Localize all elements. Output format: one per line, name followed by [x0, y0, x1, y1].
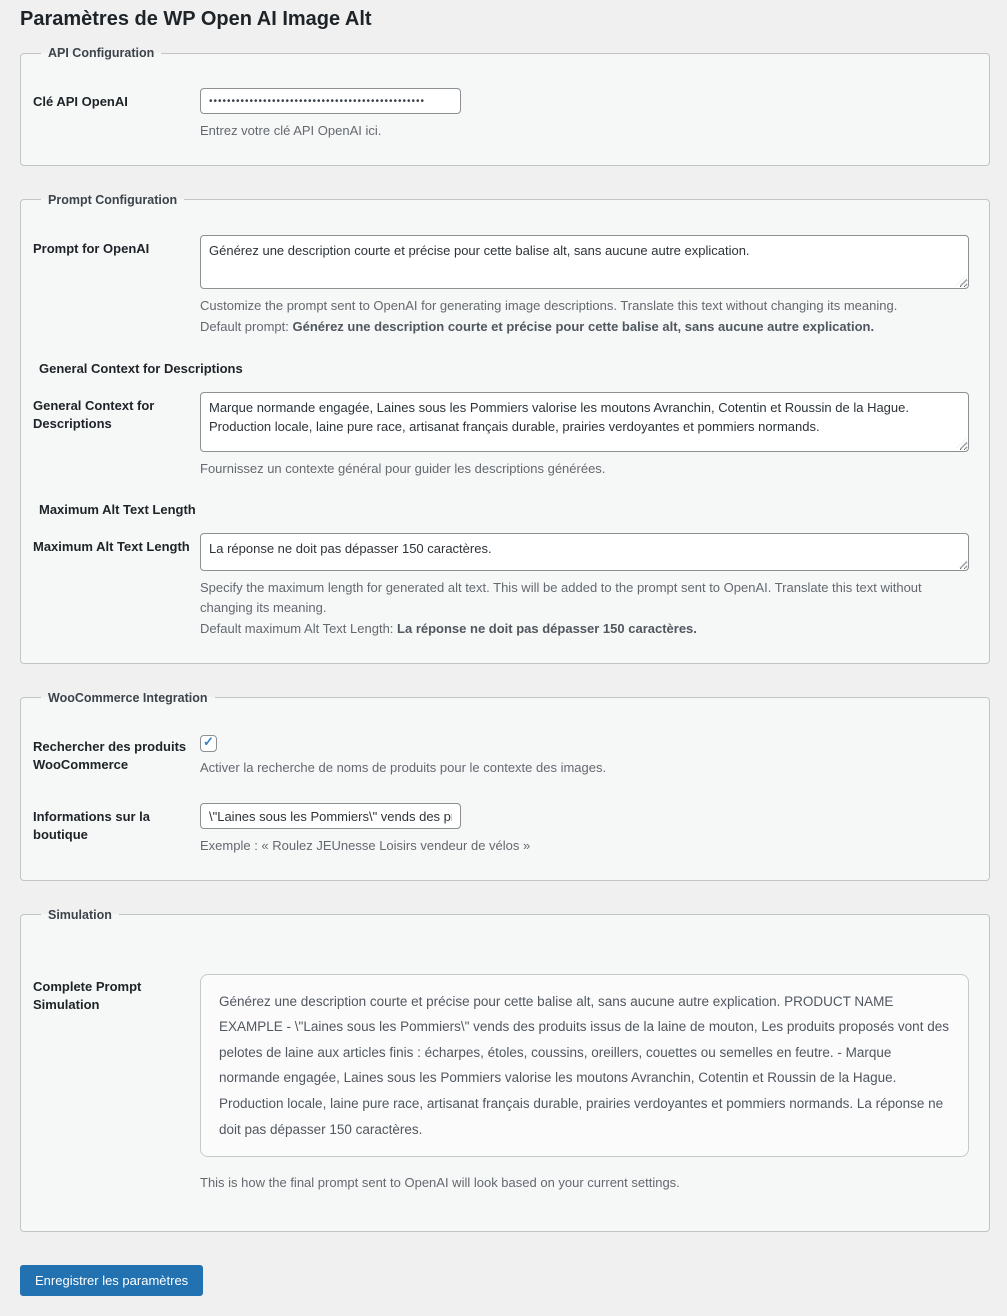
- prompt-default-value: Générez une description courte et précise pour cette balise alt, sans aucune autre explication.: [292, 319, 875, 334]
- prompt-textarea[interactable]: [200, 235, 969, 289]
- search-products-help: Activer la recherche de noms de produits pour le contexte des images.: [200, 759, 607, 775]
- search-products-checkbox[interactable]: [200, 735, 217, 752]
- api-key-help: Entrez votre clé API OpenAI ici.: [200, 123, 382, 138]
- context-help: Fournissez un contexte général pour guider les descriptions générées.: [200, 460, 606, 476]
- save-settings-button[interactable]: Enregistrer les paramètres: [20, 1265, 203, 1296]
- api-configuration-legend: API Configuration: [48, 46, 155, 60]
- woocommerce-integration-section: [20, 691, 990, 881]
- shop-info-input[interactable]: [200, 803, 461, 829]
- context-label: General Context for Descriptions: [33, 397, 155, 431]
- maxlen-default-help: [200, 619, 969, 639]
- prompt-configuration-legend: Prompt Configuration: [48, 192, 178, 207]
- prompt-default-prefix: Default prompt:: [200, 319, 293, 334]
- api-key-input[interactable]: [200, 88, 461, 114]
- api-key-row: [33, 88, 969, 141]
- simulation-output: Générez une description courte et précise pour cette balise alt, sans aucune autre explication. PRODUCT NAME EXAMPLE - \"Laines sous les Pommiers\" vends des produits issus de la laine de mouton, Les produits proposés vont des pelotes de laine aux articles finis : écharpes, étoles, coussins, oreillers, couettes ou semelles en feutre. - Marque normande engagée, Laines sous les Pommiers valorise les moutons Avranchin, Cotentin et Roussin de la Hague. Production locale, laine pure race, artisanat français durable, prairies verdoyantes et pommiers normands. La réponse ne doit pas dépasser 150 caractères.: [200, 974, 969, 1158]
- maxlen-default-prefix: Default maximum Alt Text Length:: [200, 621, 398, 636]
- maxlen-default-value: La réponse ne doit pas dépasser 150 caractères.: [397, 621, 697, 636]
- shop-info-label: Informations sur la boutique: [33, 809, 151, 843]
- shop-info-row: [33, 803, 969, 856]
- maxlen-heading: Maximum Alt Text Length: [39, 502, 196, 517]
- shop-info-help: Exemple : « Roulez JEUnesse Loisirs vendeur de vélos »: [200, 838, 531, 853]
- simulation-label: Complete Prompt Simulation: [33, 978, 142, 1012]
- api-configuration-section: [20, 46, 990, 166]
- prompt-default-help: [200, 317, 969, 337]
- context-row: [33, 392, 969, 479]
- context-textarea[interactable]: [200, 392, 969, 452]
- search-products-row: [33, 733, 969, 778]
- api-key-label: Clé API OpenAI: [33, 94, 128, 109]
- woocommerce-integration-legend: WooCommerce Integration: [48, 690, 208, 705]
- prompt-help: Customize the prompt sent to OpenAI for generating image descriptions. Translate this text without changing its meaning.: [200, 297, 898, 313]
- maxlen-row: [33, 533, 969, 639]
- maxlen-textarea[interactable]: [200, 533, 969, 571]
- simulation-legend: Simulation: [48, 907, 112, 922]
- prompt-row: [33, 235, 969, 337]
- simulation-row: [33, 950, 969, 1207]
- search-products-label: Rechercher des produits WooCommerce: [33, 738, 187, 772]
- maxlen-label: Maximum Alt Text Length: [33, 539, 190, 554]
- simulation-section: [20, 908, 990, 1232]
- prompt-configuration-section: [20, 193, 990, 664]
- context-heading: General Context for Descriptions: [39, 360, 243, 376]
- simulation-help: This is how the final prompt sent to OpenAI will look based on your current settings.: [200, 1175, 680, 1191]
- prompt-label: Prompt for OpenAI: [33, 240, 150, 256]
- page-title: Paramètres de WP Open AI Image Alt: [20, 8, 372, 30]
- maxlen-help: Specify the maximum length for generated alt text. This will be added to the prompt sent to OpenAI. Translate this text without changing its meaning.: [200, 580, 922, 615]
